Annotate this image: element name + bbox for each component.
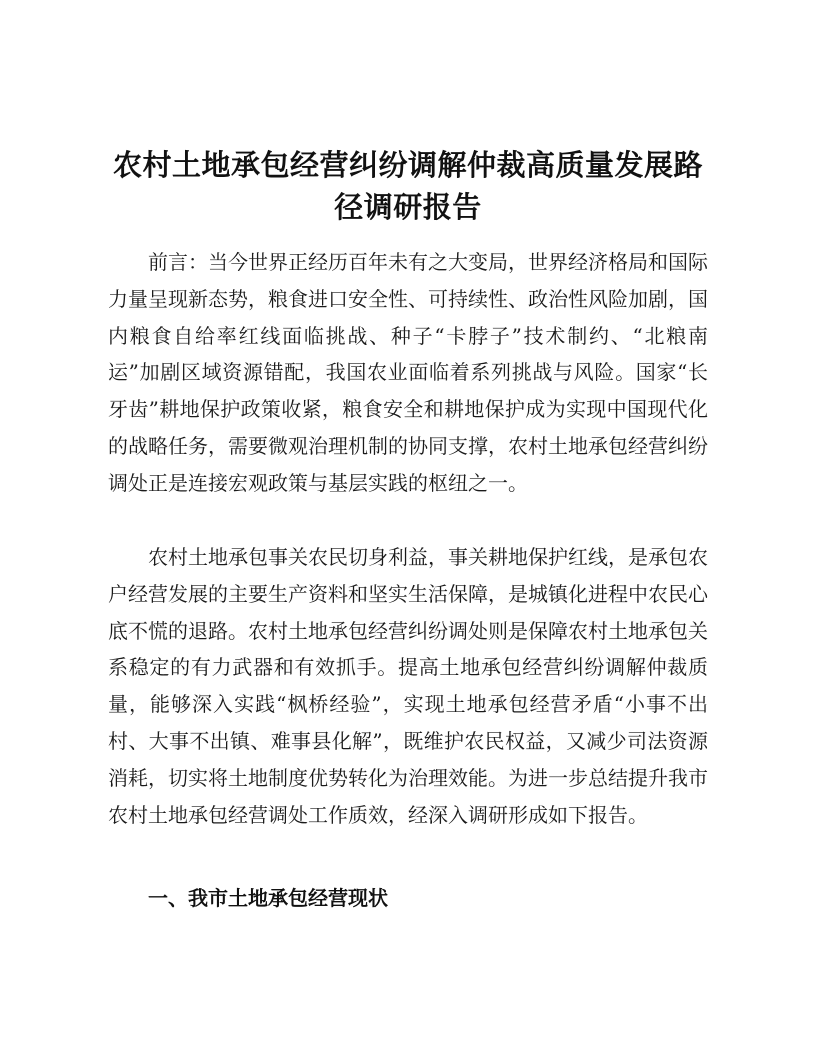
document-title: 农村土地承包经营纠纷调解仲裁高质量发展路径调研报告	[112, 148, 703, 224]
body-paragraph: 农村土地承包事关农民切身利益，事关耕地保护红线，是承包农户经营发展的主要生产资料和坚实生活保障，是城镇化进程中农民心底不慌的退路。农村土地承包经营纠纷调处则是保障农村土地承包关系稳定的有力武器和有效抓手。提高土地承包经营纠纷调解仲裁质量，能够深入实践“枫桥经验”，实现土地承包经营矛盾“小事不出村、大事不出镇、难事县化解”，既维护农民权益，又减少司法资源消耗，切实将土地制度优势转化为治理效能。为进一步总结提升我市农村土地承包经营调处工作质效，经深入调研形成如下报告。	[108, 545, 708, 827]
preface-paragraph: 前言：当今世界正经历百年未有之大变局，世界经济格局和国际力量呈现新态势，粮食进口安全性、可持续性、政治性风险加剧，国内粮食自给率红线面临挑战、种子“卡脖子”技术制约、“北粮南运”加剧区域资源错配，我国农业面临着系列挑战与风险。国家“长牙齿”耕地保护政策收紧，粮食安全和耕地保护成为实现中国现代化的战略任务，需要微观治理机制的协同支撑，农村土地承包经营纠纷调处正是连接宏观政策与基层实践的枢纽之一。	[108, 250, 708, 495]
section-heading: 一、我市土地承包经营现状	[148, 886, 388, 910]
